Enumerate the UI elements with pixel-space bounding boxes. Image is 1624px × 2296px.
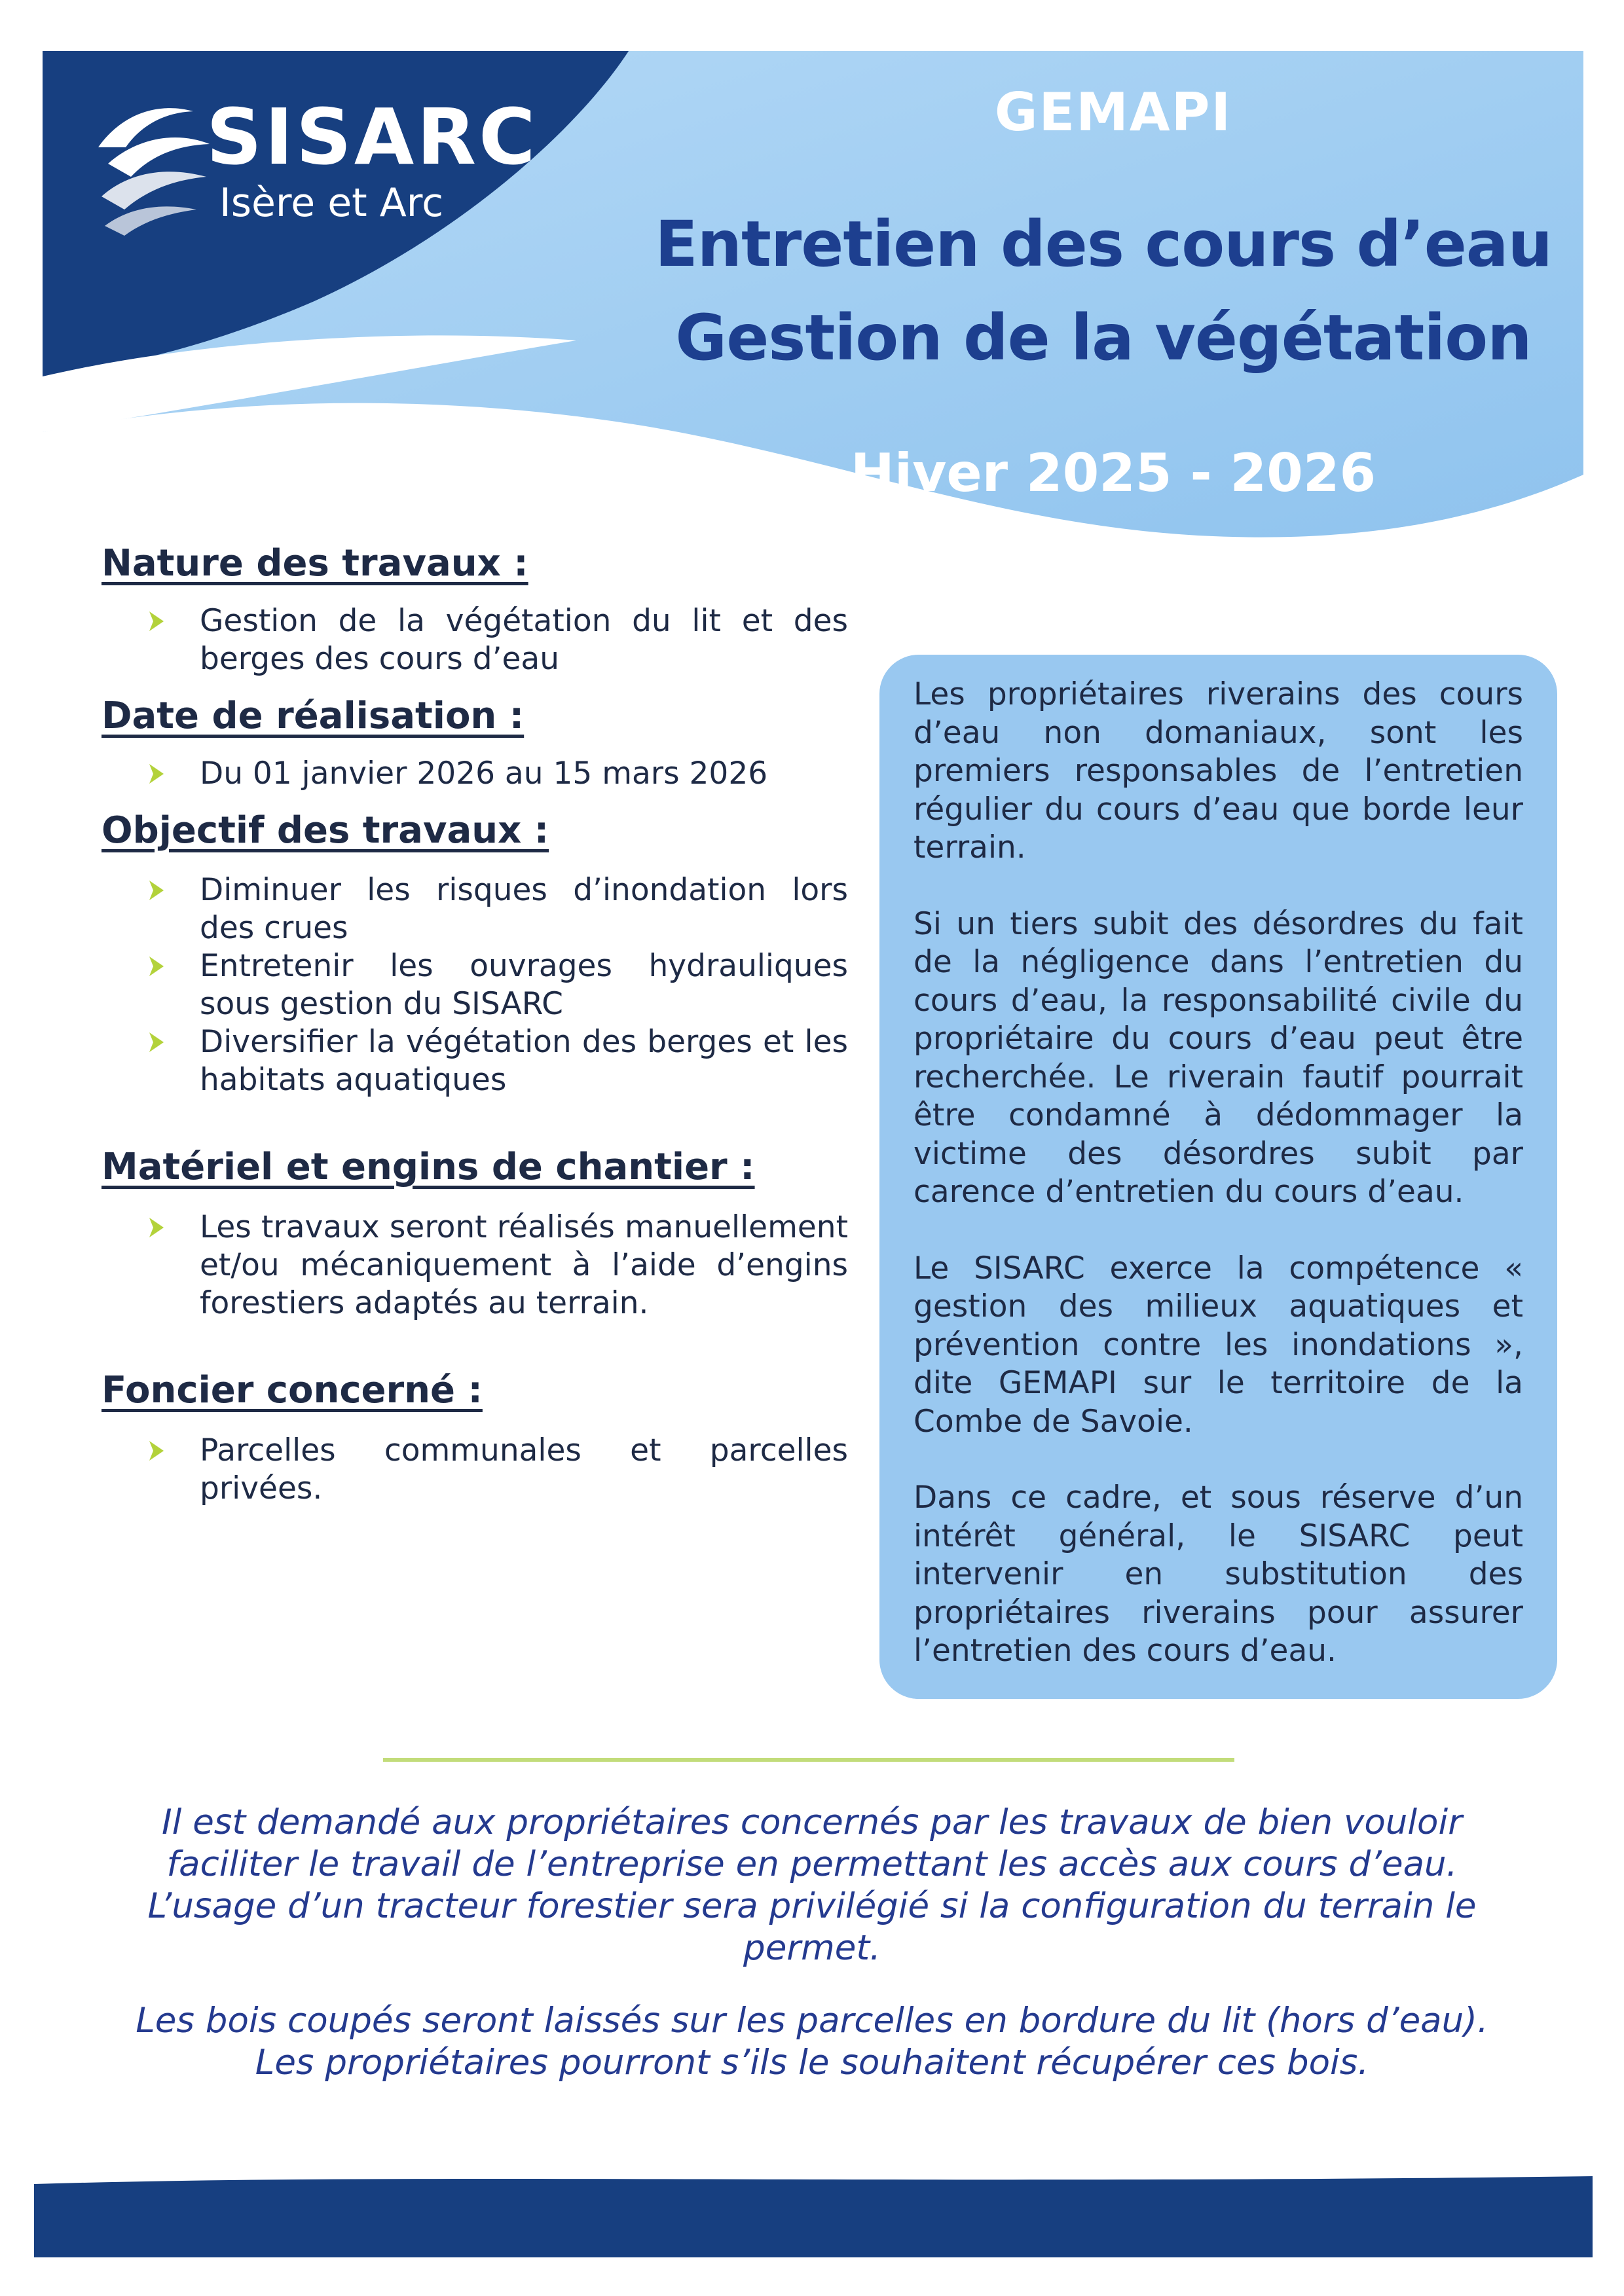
- info-paragraph: Dans ce cadre, et sous réserve d’un intérêt général, le SISARC peut intervenir en substitution des propriétaires riverains pour assurer l’entretien des cours d’eau.: [913, 1480, 1523, 1669]
- chevron-right-icon: [147, 955, 166, 977]
- chevron-right-icon: [147, 1216, 166, 1239]
- footer-band: [34, 2172, 1593, 2257]
- section-title-materiel: Matériel et engins de chantier :: [101, 1146, 755, 1189]
- list-item: Gestion de la végétation du lit et des berges des cours d’eau: [101, 602, 848, 678]
- season-label: Hiver 2025 - 2026: [850, 443, 1376, 503]
- logo-name: SISARC: [206, 92, 538, 182]
- list-item: Parcelles communales et parcelles privées.: [101, 1432, 848, 1508]
- info-paragraph: Les propriétaires riverains des cours d’eau non domaniaux, sont les premiers responsables de l’entretien régulier du cours d’eau que borde leur terrain.: [913, 676, 1523, 866]
- section-title-foncier: Foncier concerné :: [101, 1369, 483, 1412]
- works-details: [101, 540, 848, 1508]
- section-title-nature: Nature des travaux :: [101, 542, 528, 585]
- list-item: Les travaux seront réalisés manuellement et/ou mécaniquement à l’aide d’engins forestiers adaptés au terrain.: [101, 1209, 848, 1322]
- list-item: Entretenir les ouvrages hydrauliques sous gestion du SISARC: [101, 947, 848, 1023]
- list-item: Du 01 janvier 2026 au 15 mars 2026: [101, 755, 848, 793]
- wave-icon: [85, 85, 216, 242]
- list-item: Diminuer les risques d’inondation lors des crues: [101, 871, 848, 947]
- chevron-right-icon: [147, 763, 166, 785]
- chevron-right-icon: [147, 879, 166, 902]
- page-title-line-1: Entretien des cours d’eau: [655, 208, 1552, 281]
- info-paragraph: Le SISARC exerce la compétence « gestion des milieux aquatiques et prévention contre les inondations », dite GEMAPI sur le territoire de la Combe de Savoie.: [913, 1250, 1523, 1440]
- sisarc-logo: [85, 85, 538, 242]
- legal-info-box: [879, 655, 1557, 1699]
- chevron-right-icon: [147, 1031, 166, 1053]
- page-title-line-2: Gestion de la végétation: [675, 301, 1532, 374]
- owner-notice-paragraph: Il est demandé aux propriétaires concernés par les travaux de bien vouloir faciliter le travail de l’entreprise en permettant les accès aux cours d’eau. L’usage d’un tracteur forestier sera privilégié si la configuration du terrain le permet.: [147, 1802, 1477, 1968]
- section-title-objectif: Objectif des travaux :: [101, 809, 549, 852]
- gemapi-kicker: GEMAPI: [994, 82, 1232, 143]
- logo-subtitle: Isère et Arc: [219, 180, 444, 226]
- chevron-right-icon: [147, 1440, 166, 1462]
- section-title-date: Date de réalisation :: [101, 694, 525, 737]
- section-divider: [383, 1758, 1234, 1762]
- chevron-right-icon: [147, 610, 166, 632]
- wood-notice-paragraph: Les bois coupés seront laissés sur les parcelles en bordure du lit (hors d’eau). Les propriétaires pourront s’ils le souhaitent récupérer ces bois.: [136, 2001, 1488, 2083]
- list-item: Diversifier la végétation des berges et les habitats aquatiques: [101, 1023, 848, 1099]
- info-paragraph: Si un tiers subit des désordres du fait de la négligence dans l’entretien du cours d’eau, la responsabilité civile du propriétaire du cours d’eau peut être recherchée. Le riverain fautif pourrait être condamné à dédommager la victime des désordres subit par carence d’entretien du cours d’eau.: [913, 905, 1523, 1210]
